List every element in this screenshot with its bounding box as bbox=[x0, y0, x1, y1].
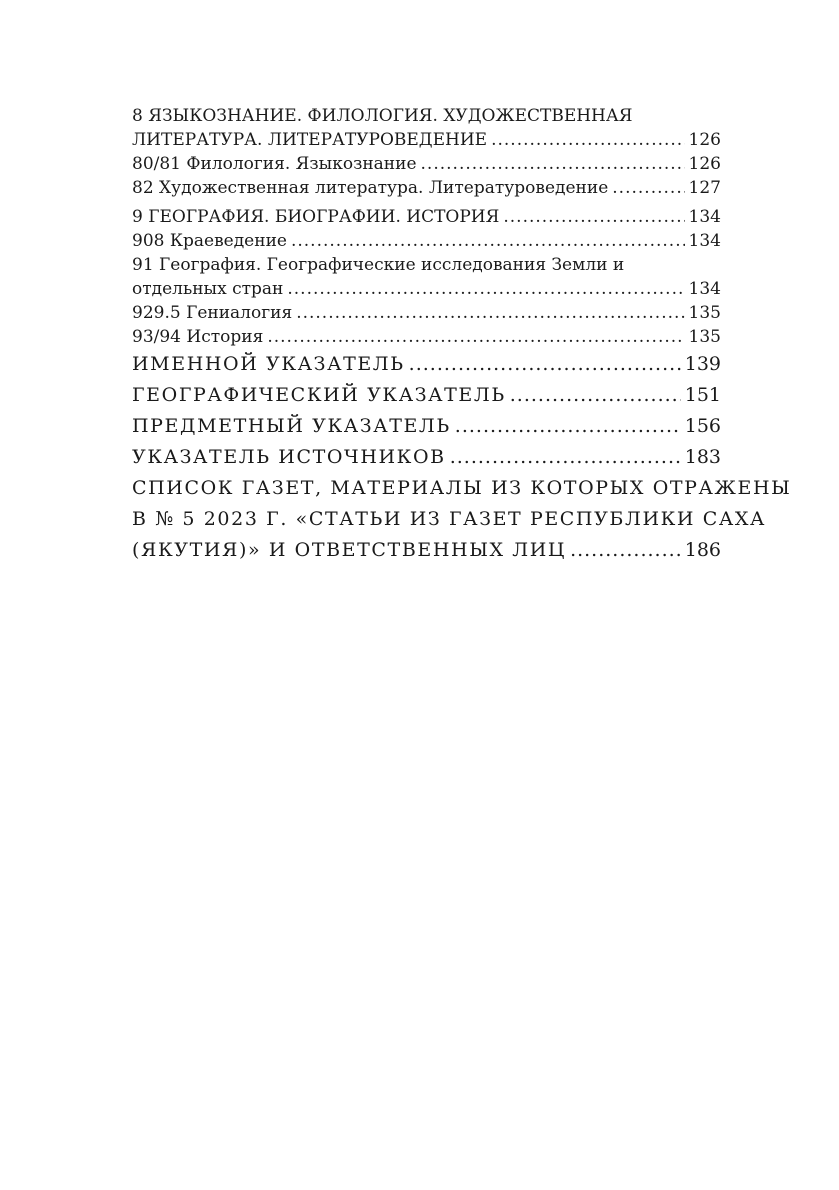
toc-entry-929-5 bbox=[132, 301, 721, 325]
dot-leader bbox=[455, 411, 681, 442]
toc-entry-newspapers bbox=[132, 473, 792, 566]
toc-page-number: 139 bbox=[684, 353, 721, 375]
toc-entry-title: ИМЕННОЙ УКАЗАТЕЛЬ bbox=[132, 353, 405, 375]
toc-entry-sources-index bbox=[132, 442, 721, 473]
toc-entry-title: 93/94 История bbox=[132, 327, 264, 347]
toc-page-number: 127 bbox=[688, 178, 721, 198]
toc-page-number: 126 bbox=[688, 130, 721, 150]
toc-entry-91 bbox=[132, 253, 721, 301]
toc-entry-9 bbox=[132, 205, 721, 229]
toc-page-number: 134 bbox=[688, 279, 721, 299]
toc-entry-93-94 bbox=[132, 325, 721, 349]
dot-leader bbox=[491, 128, 684, 152]
toc-page-number: 183 bbox=[684, 446, 721, 468]
toc-entry-title: 82 Художественная литература. Литературоведение bbox=[132, 178, 609, 198]
toc-entry-title: 8 ЯЗЫКОЗНАНИЕ. ФИЛОЛОГИЯ. ХУДОЖЕСТВЕННАЯ bbox=[132, 106, 633, 126]
dot-leader bbox=[287, 277, 684, 301]
table-of-contents bbox=[132, 104, 792, 566]
toc-page-number: 134 bbox=[688, 207, 721, 227]
toc-entry-80-81 bbox=[132, 152, 721, 176]
toc-entry-line bbox=[132, 128, 721, 152]
toc-entry-title: 91 География. Географические исследования Земли и bbox=[132, 255, 625, 275]
toc-entry-name-index bbox=[132, 349, 721, 380]
toc-entry-title: 908 Краеведение bbox=[132, 231, 287, 251]
toc-entry-geo-index bbox=[132, 380, 721, 411]
toc-entry-8 bbox=[132, 104, 721, 152]
toc-page-number: 134 bbox=[688, 231, 721, 251]
toc-entry-82 bbox=[132, 176, 721, 200]
toc-entry-908 bbox=[132, 229, 721, 253]
toc-entry-title: СПИСОК ГАЗЕТ, МАТЕРИАЛЫ ИЗ КОТОРЫХ ОТРАЖЕНЫ bbox=[132, 477, 792, 499]
toc-entry-title: (ЯКУТИЯ)» И ОТВЕТСТВЕННЫХ ЛИЦ bbox=[132, 539, 567, 561]
toc-page-number: 135 bbox=[688, 327, 721, 347]
toc-entry-title: В № 5 2023 Г. «СТАТЬИ ИЗ ГАЗЕТ РЕСПУБЛИКИ САХА bbox=[132, 508, 766, 530]
toc-page-number: 151 bbox=[684, 384, 721, 406]
dot-leader bbox=[296, 301, 684, 325]
dot-leader bbox=[570, 535, 681, 566]
toc-page-number: 186 bbox=[684, 539, 721, 561]
toc-entry-line bbox=[132, 535, 721, 566]
dot-leader bbox=[409, 349, 681, 380]
toc-entry-title: ПРЕДМЕТНЫЙ УКАЗАТЕЛЬ bbox=[132, 415, 451, 437]
toc-entry-title: ГЕОГРАФИЧЕСКИЙ УКАЗАТЕЛЬ bbox=[132, 384, 506, 406]
toc-page-number: 126 bbox=[688, 154, 721, 174]
toc-page-number: 156 bbox=[684, 415, 721, 437]
toc-entry-title: 929.5 Гениалогия bbox=[132, 303, 293, 323]
dot-leader bbox=[421, 152, 685, 176]
dot-leader bbox=[612, 176, 684, 200]
toc-entry-title: 9 ГЕОГРАФИЯ. БИОГРАФИИ. ИСТОРИЯ bbox=[132, 207, 500, 227]
toc-entry-title: УКАЗАТЕЛЬ ИСТОЧНИКОВ bbox=[132, 446, 446, 468]
toc-entry-subject-index bbox=[132, 411, 721, 442]
toc-entry-title: ЛИТЕРАТУРА. ЛИТЕРАТУРОВЕДЕНИЕ bbox=[132, 130, 488, 150]
dot-leader bbox=[503, 205, 684, 229]
dot-leader bbox=[291, 229, 685, 253]
toc-entry-title: отдельных стран bbox=[132, 279, 284, 299]
toc-entry-line bbox=[132, 277, 721, 301]
dot-leader bbox=[510, 380, 681, 411]
dot-leader bbox=[450, 442, 681, 473]
toc-entry-title: 80/81 Филология. Языкознание bbox=[132, 154, 417, 174]
toc-indexes bbox=[132, 349, 792, 566]
dot-leader bbox=[267, 325, 684, 349]
toc-page-number: 135 bbox=[688, 303, 721, 323]
